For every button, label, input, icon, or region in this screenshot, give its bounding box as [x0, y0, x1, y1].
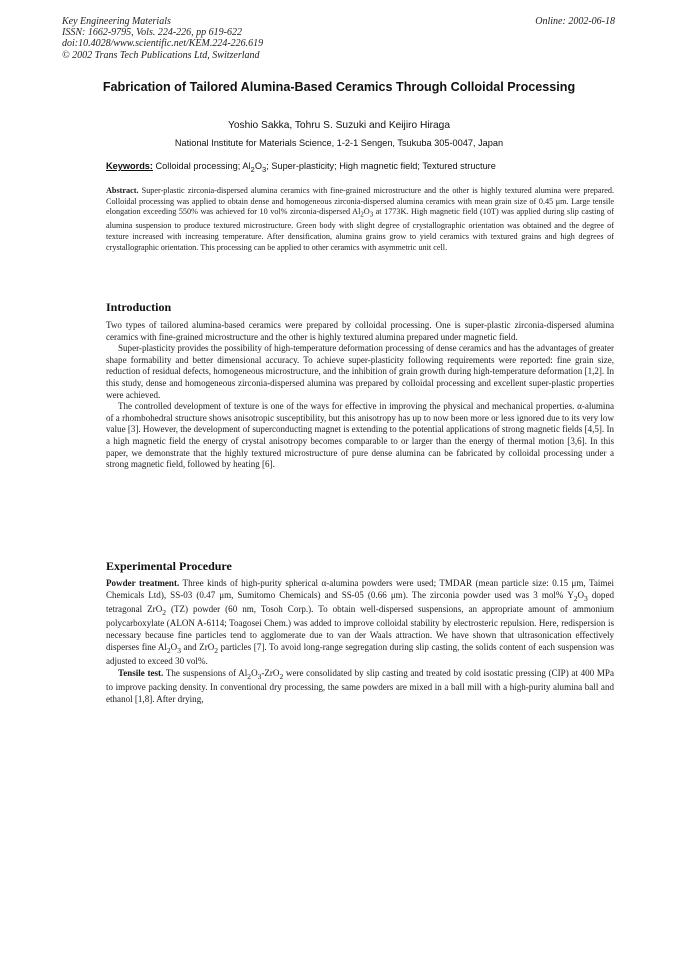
journal-header — [62, 16, 263, 61]
keywords-label: Keywords: — [106, 161, 153, 171]
online-date: Online: 2002-06-18 — [535, 16, 615, 27]
tensile-test-paragraph: Tensile test. The suspensions of $Al_2O_3-ZrO_2$ were consolidated by slip casting and treated by cold isostatic pressing (CIP) at 400 MPa to improve packing density. In conventional dry processing, the same powders are mixed in a ball mill with a high-purity alumina ball and ethanol [1,8]. After drying, — [106, 667, 614, 704]
affiliation: National Institute for Materials Science, 1-2-1 Sengen, Tsukuba 305-0047, Japan — [174, 138, 504, 148]
experimental-body — [106, 578, 614, 705]
tensile-test-label: Tensile test. — [118, 667, 164, 678]
intro-paragraph-2: Super-plasticity provides the possibility of high-temperature deformation processing of dense ceramics and has the advantages of greater shape formability and better dimensional accuracy. To achieve super-plasticity following requirements were reported: fine grain size, reduction of residual defects, homogeneous microstructure, and the inhibition of grain growth during high-temperature deformation [1,2]. In this study, dense and homogeneous zirconia-dispersed alumina was prepared by colloidal processing and excellent super-plastic properties were achieved. — [106, 343, 614, 400]
powder-treatment-label: Powder treatment. — [106, 578, 180, 588]
experimental-heading: Experimental Procedure — [106, 559, 232, 573]
paper-title: Fabrication of Tailored Alumina-Based Ceramics Through Colloidal Processing — [102, 80, 576, 94]
journal-name: Key Engineering Materials — [62, 16, 171, 27]
intro-paragraph-1: Two types of tailored alumina-based ceramics were prepared by colloidal processing. One is super-plastic zirconia-dispersed alumina ceramics with fine-grained microstructure and the other is highly textured alumina prepared under magnetic field. — [106, 320, 614, 342]
copyright-line: © 2002 Trans Tech Publications Ltd, Switzerland — [62, 49, 260, 61]
intro-paragraph-3: The controlled development of texture is one of the ways for effective in improving the physical and mechanical properties. α-alumina of a rhombohedral structure shows anisotropic susceptibility, but this anisotropy has up to now been more or less ignored due to its very low value [3]. However, the development of superconducting magnet is extending to the potential applications of strong magnetic fields [4,5]. In a high magnetic field the energy of crystal anisotropy becomes comparable to or larger than the energy of thermal motion [3,6]. In this paper, we demonstrate that the highly textured microstructure of pure dense alumina can be fabricated by colloidal processing under a strong magnetic field, followed by heating [6]. — [106, 401, 614, 470]
abstract: Abstract. Super-plastic zirconia-dispersed alumina ceramics with fine-grained microstructure and the other is highly textured alumina were prepared. Colloidal processing was applied to obtain dense and homogeneous zirconia-dispersed alumina ceramics with mean grain size of 0.45 μm. Large tensile elongation exceeding 550% was achieved for 10 vol% zirconia-dispersed $Al_2O_3$ at 1773K. High magnetic field (10T) was applied during slip casting of alumina suspension to produce textured microstructure. Green body with slight degree of crystallographic orientation was obtained and the degree of texture increased with increasing temperature. After densification, alumina grains grow to yield ceramics with textured grains and high degrees of crystallographic orientation. This processing can be applied to other ceramics with asymmetric unit cell. — [106, 186, 614, 252]
powder-treatment-paragraph: Powder treatment. Three kinds of high-purity spherical α-alumina powders were used; TMDAR (mean particle size: 0.15 μm, Taimei Chemicals Ltd), SS-03 (0.47 μm, Sumitomo Chemicals) and SS-05 (0.66 μm). The zirconia powder used was 3 mol% $Y_2O_3$ doped tetragonal ZrO$_2$ (TZ) powder (60 nm, Tosoh Corp.). To obtain well-dispersed suspensions, an appropriate amount of ammonium polycarboxylate (ALON A-6114; Toagosei Chem.) was added to improve colloidal stability by electrosteric repulsion. Here, redispersion is necessary because fine particles tend to agglomerate due to van der Waals attraction. We have shown that ultrasonication effectively disperses fine $Al_2O_3$ and ZrO$_2$ particles [7]. To avoid long-range segregation during slip casting, the solids content of each suspension was adjusted to exceed 30 vol%. — [106, 578, 614, 666]
introduction-heading: Introduction — [106, 300, 172, 314]
author-list: Yoshio Sakka, Tohru S. Suzuki and Keijiro Hiraga — [228, 120, 450, 131]
introduction-body — [106, 320, 614, 471]
doi-line: doi:10.4028/www.scientific.net/KEM.224-226.619 — [62, 38, 264, 50]
abstract-label: Abstract. — [106, 186, 139, 195]
keywords-line: Keywords: Colloidal processing; $Al_2O_3$; Super-plasticity; High magnetic field; Textured structure — [106, 161, 496, 174]
issn-line: ISSN: 1662-9795, Vols. 224-226, pp 619-622 — [62, 27, 242, 39]
